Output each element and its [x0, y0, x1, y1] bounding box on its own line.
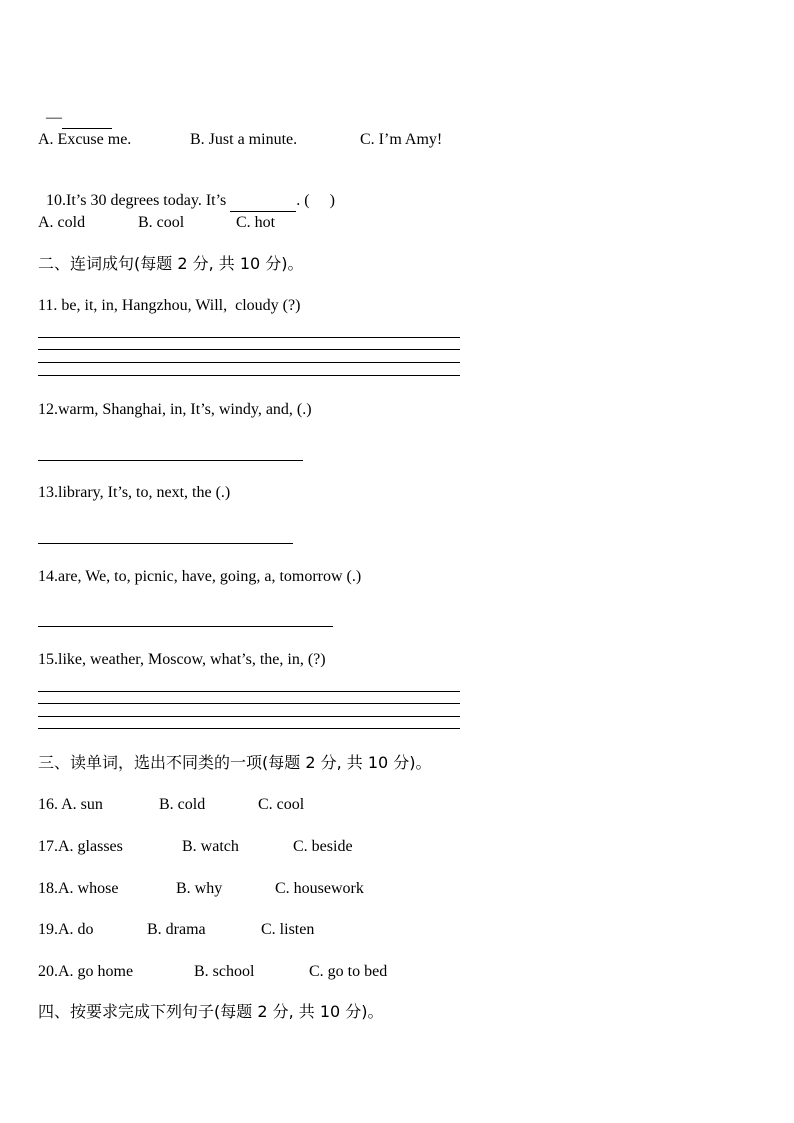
q12-question: 12.warm, Shanghai, in, It’s, windy, and, (.) [38, 401, 312, 418]
q16-option-a: 16. A. sun [38, 796, 103, 813]
q10-option-c: C. hot [236, 214, 276, 231]
q11-answer-line-3 [38, 362, 460, 363]
q10-option-a: A. cold [38, 214, 86, 231]
q16-option-c: C. cool [258, 796, 305, 813]
q15-answer-line-4 [38, 728, 460, 729]
q15-answer-line-2 [38, 703, 460, 704]
q19-option-c: C. listen [261, 921, 315, 938]
q19-option-b: B. drama [147, 921, 206, 938]
q10-question: 10.It’s 30 degrees today. It’s . ( ) [38, 171, 335, 212]
q13-answer-line [38, 543, 293, 544]
q18-option-c: C. housework [275, 880, 364, 897]
q11-answer-line-2 [38, 349, 460, 350]
q15-answer-line-1 [38, 691, 460, 692]
q10-option-b: B. cool [138, 214, 185, 231]
q9-option-c: C. I’m Amy! [360, 131, 443, 148]
q18-option-a: 18.A. whose [38, 880, 119, 897]
q15-question: 15.like, weather, Moscow, what’s, the, in, (?) [38, 651, 326, 668]
q14-answer-line [38, 626, 333, 627]
q13-question: 13.library, It’s, to, next, the (.) [38, 484, 231, 501]
q12-answer-line [38, 460, 303, 461]
q10-blank [230, 191, 296, 212]
q9-blank [62, 108, 112, 129]
q9-option-b: B. Just a minute. [190, 131, 298, 148]
q17-option-a: 17.A. glasses [38, 838, 123, 855]
q14-question: 14.are, We, to, picnic, have, going, a, tomorrow (.) [38, 568, 362, 585]
q19-option-a: 19.A. do [38, 921, 94, 938]
section2-heading: 二、连词成句(每题 2 分, 共 10 分)。 [38, 254, 304, 273]
q9-option-a: A. Excuse me. [38, 131, 132, 148]
q20-option-a: 20.A. go home [38, 963, 134, 980]
q20-option-c: C. go to bed [309, 963, 388, 980]
q18-option-b: B. why [176, 880, 223, 897]
q17-option-b: B. watch [182, 838, 239, 855]
section3-heading: 三、读单词，选出不同类的一项(每题 2 分, 共 10 分)。 [38, 753, 432, 772]
q9-answer-line [38, 88, 112, 129]
q11-answer-line-1 [38, 337, 460, 338]
q15-answer-line-3 [38, 716, 460, 717]
q17-option-c: C. beside [293, 838, 353, 855]
section4-heading: 四、按要求完成下列句子(每题 2 分, 共 10 分)。 [38, 1002, 384, 1021]
q16-option-b: B. cold [159, 796, 206, 813]
q11-question: 11. be, it, in, Hangzhou, Will, cloudy (?) [38, 297, 301, 314]
q11-answer-line-4 [38, 375, 460, 376]
q9-dash: — [46, 109, 62, 126]
q20-option-b: B. school [194, 963, 255, 980]
